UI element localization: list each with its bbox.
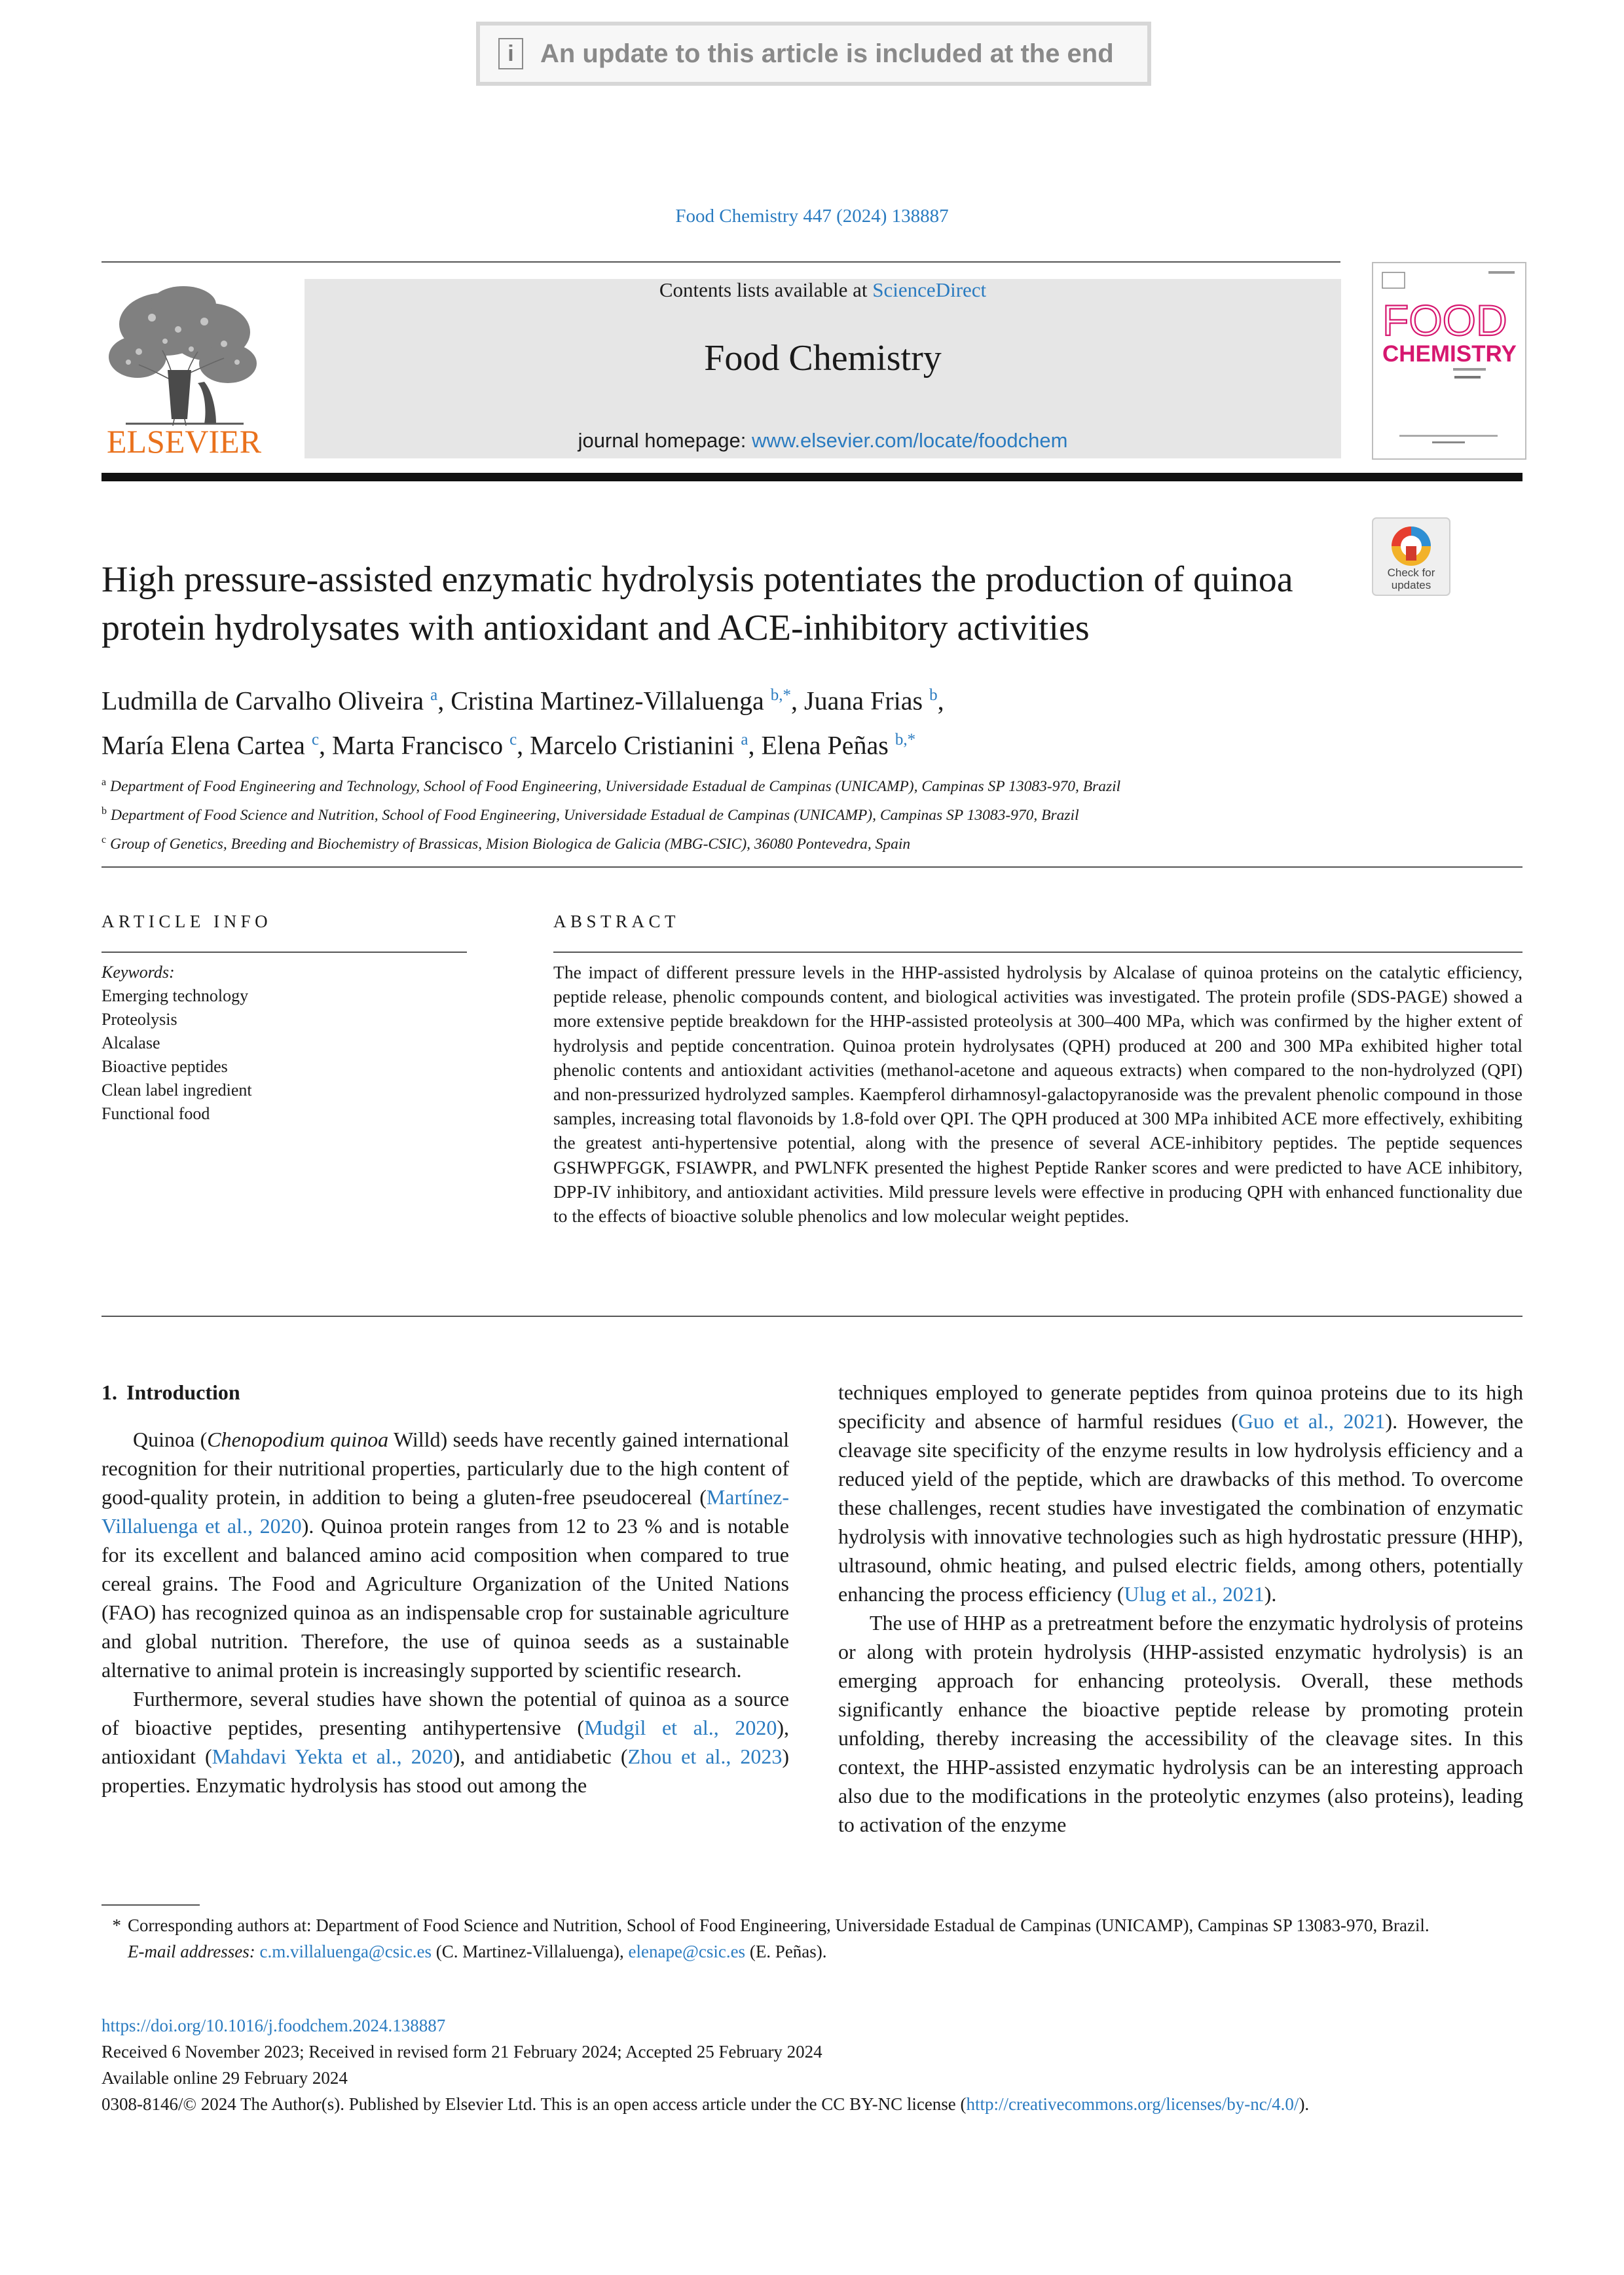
update-banner-text: An update to this article is included at the end [540, 39, 1114, 68]
text-run: ) properties. Enzymatic hydrolysis has stood out among the [101, 1745, 790, 1797]
abstract-rule-bottom [101, 1316, 1522, 1317]
affiliation-text: Department of Food Engineering and Technology, School of Food Engineering, Universidade Estadual de Campinas (UNICAMP), Campinas SP 13083-970, Brazil [110, 777, 1121, 795]
section-title: Introduction [126, 1380, 240, 1404]
body-column-right [838, 1378, 1523, 1839]
crossmark-label-1: Check for [1387, 566, 1435, 579]
author-affiliation-mark[interactable]: b,* [895, 731, 916, 749]
text-run: ). However, the cleavage site specificity of the enzyme results in low hydrolysis efficiency and a reduced yield of the peptide, which are drawbacks of this method. To overcome these challenges, recent studies have investigated the combination of enzymatic hydrolysis with innovative technologies such as high hydrostatic pressure (HHP), ultrasound, ohmic heating, and pulsed electric fields, among others, potentially enhancing the process efficiency ( [838, 1409, 1524, 1606]
author-separator: , [437, 686, 451, 716]
paragraph [838, 1378, 1523, 1608]
contents-line [304, 278, 1341, 302]
journal-homepage-link[interactable]: www.elsevier.com/locate/foodchem [751, 429, 1068, 452]
keywords-heading: Keywords: [101, 963, 175, 982]
crossmark-label-2: updates [1391, 579, 1431, 591]
citation-link[interactable]: Zhou et al., 2023 [627, 1745, 783, 1768]
body-column-left [101, 1378, 789, 1800]
crossmark-icon[interactable] [1372, 517, 1450, 596]
author-name[interactable]: Cristina Martinez-Villaluenga [451, 686, 764, 716]
journal-citation[interactable]: Food Chemistry 447 (2024) 138887 [675, 206, 949, 227]
available-online: Available online 29 February 2024 [101, 2068, 348, 2088]
cover-title-food: FOOD [1382, 296, 1507, 344]
keyword: Functional food [101, 1104, 210, 1123]
cover-issue-line [1488, 271, 1515, 274]
text-run: ), antioxidant ( [101, 1716, 790, 1768]
author-separator: , [319, 730, 333, 760]
cover-editor-line [1453, 368, 1486, 371]
keyword: Clean label ingredient [101, 1081, 252, 1100]
affiliation-mark: a [101, 777, 107, 788]
abstract-heading: ABSTRACT [553, 912, 680, 931]
journal-cover-thumbnail[interactable] [1372, 262, 1526, 460]
footnote-mark: * [112, 1915, 121, 1935]
text-run: Furthermore, several studies have shown the potential of quinoa as a source of bioactive peptides, presenting antihypertensive ( [101, 1687, 789, 1739]
affiliation-text: Group of Genetics, Breeding and Biochemistry of Brassicas, Mision Biologica de Galicia (MBG-CSIC), 36080 Pontevedra, Spain [110, 835, 911, 853]
paragraph [101, 1684, 789, 1800]
citation-link[interactable]: Guo et al., 2021 [1238, 1409, 1386, 1433]
author-affiliation-mark[interactable]: b [929, 686, 938, 704]
homepage-line [304, 429, 1341, 453]
email-line [101, 1938, 1522, 1965]
homepage-prefix: journal homepage: [578, 429, 752, 452]
cover-title-chemistry: CHEMISTRY [1382, 341, 1517, 367]
author-affiliation-mark[interactable]: b,* [770, 686, 791, 704]
abstract-rule [553, 952, 1522, 953]
article-info-heading: ARTICLE INFO [101, 912, 272, 931]
journal-name: Food Chemistry [704, 338, 942, 379]
keywords-list [101, 984, 468, 1126]
citation-link[interactable]: Ulug et al., 2021 [1124, 1582, 1264, 1606]
keyword: Emerging technology [101, 986, 249, 1005]
affiliation [101, 828, 1477, 857]
cover-footer-line [1399, 435, 1498, 437]
species-name: Chenopodium quinoa [207, 1428, 389, 1451]
text-run: Quinoa ( [133, 1428, 208, 1451]
text-run: ), and antidiabetic ( [452, 1745, 628, 1768]
author-name[interactable]: Juana Frias [804, 686, 923, 716]
author-separator: , [937, 686, 944, 716]
author-affiliation-mark[interactable]: c [311, 731, 320, 749]
license-line [101, 2091, 1522, 2117]
affiliation-mark: c [101, 834, 107, 845]
abstract-text: The impact of different pressure levels in the HHP-assisted hydrolysis by Alcalase of quinoa proteins on the catalytic efficiency, peptide release, phenolic compounds content, and biological activities was investigated. The protein profile (SDS-PAGE) showed a more extensive peptide breakdown for the HHP-assisted proteolysis at 300–400 MPa, which was confirmed by the higher extent of hydrolysis and peptide concentration. Quinoa protein hydrolysates (QPH) produced at 200 and 300 MPa exhibited higher total phenolic contents and antioxidant activities (methanol-acetone and aqueous extracts) when compared to the non-hydrolyzed (QPI) and non-pressurized hydrolyzed samples. Kaempferol dirhamnosyl-galactopyranoside was the prevalent phenolic compound in those samples, increasing total flavonoids by 1.8-fold over QPI. The QPH produced at 300 MPa inhibited ACE more effectively, exhibiting the greatest anti-hypertensive potential, along with the presence of several ACE-inhibitory peptides. The peptide sequences GSHWPFGGK, FSIAWPR, and PWLNFK presented the highest Peptide Ranker scores and were predicted to have ACE inhibitory, DPP-IV inhibitory, and antioxidant activities. Mild pressure levels were effective in producing QPH with enhanced functionality due to the effects of bioactive soluble phenolics and low molecular weight peptides. [553, 962, 1522, 1227]
author-name[interactable]: Ludmilla de Carvalho Oliveira [101, 686, 424, 716]
citation-link[interactable]: Mahdavi Yekta et al., 2020 [212, 1745, 453, 1768]
paragraph: The use of HHP as a pretreatment before the enzymatic hydrolysis of proteins or along with protein hydrolysis (HHP-assisted enzymatic hydrolysis) is an emerging approach for enhancing proteolysis. Overall, these methods significantly enhance the bioactive peptide release by promoting protein unfolding, thereby increasing the accessibility of the cleavage sites. In this context, the HHP-assisted enzymatic hydrolysis can be an interesting approach also due to the modifications in the proteolytic enzymes (also proteins), leading to activation of the enzyme [838, 1611, 1523, 1836]
author-name[interactable]: Elena Peñas [761, 730, 889, 760]
article-metadata [101, 2012, 1522, 2117]
text-run: techniques employed to generate peptides from quinoa proteins due to its high specificity and absence of harmful residues ( [838, 1380, 1523, 1433]
author-affiliation-mark[interactable]: a [741, 731, 748, 749]
license-text: ). [1299, 2094, 1310, 2114]
text-run: ). Quinoa protein ranges from 12 to 23 % and is notable for its excellent and balanced amino acid composition when compared to true cereal grains. The Food and Agriculture Organization of the United Nations (FAO) has recognized quinoa as an indispensable crop for sustainable agriculture and global nutrition. Therefore, the use of quinoa seeds as a sustainable alternative to animal protein is increasingly supported by scientific research. [101, 1514, 790, 1682]
keyword: Alcalase [101, 1033, 160, 1052]
author-list [101, 676, 1411, 766]
email-owner: (C. Martinez-Villaluenga), [432, 1942, 629, 1961]
masthead-bottom-rule [101, 473, 1522, 481]
cover-logo-mark [1382, 272, 1405, 288]
paragraph [101, 1425, 789, 1684]
header-rule [101, 866, 1522, 868]
affiliation-list [101, 770, 1477, 856]
author-separator: , [748, 730, 762, 760]
email-owner: (E. Peñas). [745, 1942, 827, 1961]
keyword: Proteolysis [101, 1010, 177, 1029]
author-affiliation-mark[interactable]: a [430, 686, 438, 704]
article-info-rule [101, 952, 467, 953]
affiliation [101, 799, 1477, 828]
masthead-top-rule [101, 261, 1340, 263]
affiliation-text: Department of Food Science and Nutrition, School of Food Engineering, Universidade Estadual de Campinas (UNICAMP), Campinas SP 13083-970, Brazil [111, 806, 1079, 824]
cover-editor-name [1454, 376, 1481, 379]
elsevier-tree-logo[interactable] [100, 278, 268, 456]
citation-link[interactable]: Mudgil et al., 2020 [584, 1716, 777, 1739]
footnote [101, 1912, 1522, 1965]
info-icon: i [498, 38, 523, 69]
corresponding-author-note [101, 1912, 1522, 1938]
affiliation [101, 770, 1477, 799]
corresponding-text: Corresponding authors at: Department of Food Science and Nutrition, School of Food Engineering, Universidade Estadual de Campinas (UNICAMP), Campinas SP 13083-970, Brazil. [128, 1915, 1430, 1935]
license-link[interactable]: http://creativecommons.org/licenses/by-nc/4.0/ [966, 2094, 1299, 2114]
author-name[interactable]: Marta Francisco [332, 730, 504, 760]
elsevier-wordmark: ELSEVIER [106, 423, 262, 456]
cover-footer-line [1432, 441, 1465, 443]
update-banner[interactable] [476, 22, 1151, 86]
email-link[interactable]: elenape@csic.es [628, 1942, 746, 1961]
keywords-block [101, 961, 468, 1126]
sciencedirect-link[interactable]: ScienceDirect [872, 278, 987, 301]
section-heading [101, 1378, 789, 1407]
keyword: Bioactive peptides [101, 1057, 228, 1076]
email-label: E-mail addresses: [128, 1942, 255, 1961]
text-run: Willd) seeds have recently gained international recognition for their nutritional properties, particularly due to the high content of good-quality protein, in addition to being a gluten-free pseudocereal ( [101, 1428, 789, 1509]
license-text: 0308-8146/© 2024 The Author(s). Published by Elsevier Ltd. This is an open access article under the CC BY-NC license ( [101, 2094, 967, 2114]
affiliation-mark: b [101, 805, 107, 817]
footnote-rule [101, 1904, 200, 1906]
email-link[interactable]: c.m.villaluenga@csic.es [259, 1942, 432, 1961]
text-run: ). [1264, 1582, 1277, 1606]
received-dates: Received 6 November 2023; Received in revised form 21 February 2024; Accepted 25 February 2024 [101, 2042, 822, 2062]
author-name[interactable]: María Elena Cartea [101, 730, 305, 760]
doi-link[interactable]: https://doi.org/10.1016/j.foodchem.2024.138887 [101, 2016, 446, 2035]
contents-prefix: Contents lists available at [659, 278, 873, 301]
author-separator: , [517, 730, 530, 760]
section-number: 1. [101, 1380, 117, 1404]
article-title: High pressure-assisted enzymatic hydrolysis potentiates the production of quinoa protein hydrolysates with antioxidant and ACE-inhibitory activities [101, 559, 1293, 648]
author-name[interactable]: Marcelo Cristianini [530, 730, 735, 760]
author-affiliation-mark[interactable]: c [509, 731, 517, 749]
citation-link[interactable]: Martínez-Villaluenga et al., 2020 [101, 1485, 789, 1538]
author-separator: , [791, 686, 804, 716]
